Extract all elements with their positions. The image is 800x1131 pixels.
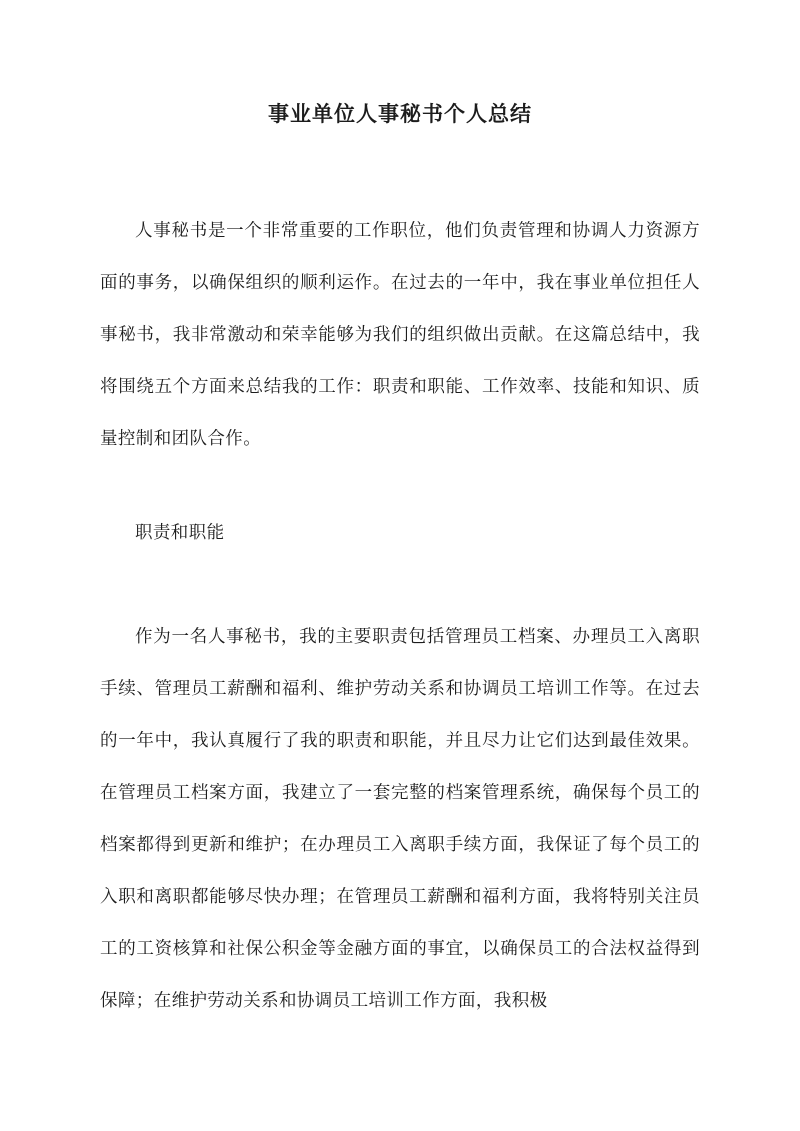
section-heading: 职责和职能 (135, 523, 225, 543)
document-title: 事业单位人事秘书个人总结 (268, 101, 532, 126)
duties-paragraph: 作为一名人事秘书，我的主要职责包括管理员工档案、办理员工入离职手续、管理员工薪酬和福利、维护劳动关系和协调员工培训工作等。在过去的一年中，我认真履行了我的职责和职能，并且尽力让它们达到最佳效果。在管理员工档案方面，我建立了一套完整的档案管理系统，确保每个员工的档案都得到更新和维护；在办理员工入离职手续方面，我保证了每个员工的入职和离职都能够尽快办理；在管理员工薪酬和福利方面，我将特别关注员工的工资核算和社保公积金等金融方面的事宜，以确保员工的合法权益得到保障；在维护劳动关系和协调员工培训工作方面，我积极 (100, 627, 700, 1011)
intro-paragraph: 人事秘书是一个非常重要的工作职位，他们负责管理和协调人力资源方面的事务，以确保组织的顺利运作。在过去的一年中，我在事业单位担任人事秘书，我非常激动和荣幸能够为我们的组织做出贡献。在这篇总结中，我将围绕五个方面来总结我的工作：职责和职能、工作效率、技能和知识、质量控制和团队合作。 (100, 221, 700, 449)
